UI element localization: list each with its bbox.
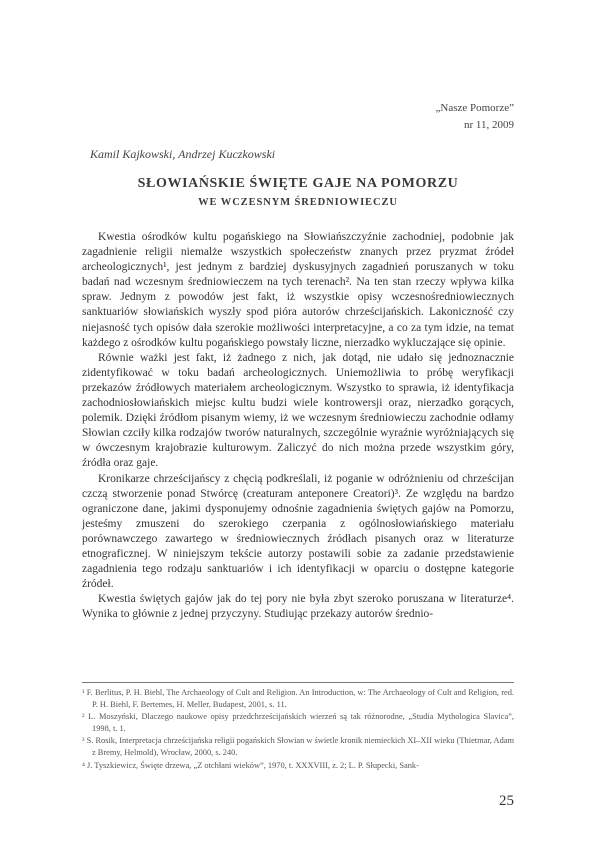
article-authors: Kamil Kajkowski, Andrzej Kuczkowski	[90, 147, 276, 161]
journal-name: „Nasze Pomorze”	[435, 102, 514, 114]
footnote: ³ S. Rosik, Interpretacja chrześcijańska religii pogańskich Słowian w świetle kronik niemieckich XI–XII wieku (Thietmar, Adam z Bremy, Helmold), Wrocław, 2000, s. 240.	[82, 736, 514, 757]
journal-reference	[436, 100, 515, 134]
body-paragraph: Kwestia ośrodków kultu pogańskiego na Słowiańszczyźnie zachodniej, podobnie jak zagadnienie religii niemalże wszystkich społeczeństw znanych przez pryzmat źródeł archeologicznych¹, jest jednym z bardziej dyskusyjnych zagadnień poruszanych w toku badań nad wczesnym średniowieczem na tych terenach². Na ten stan rzeczy wpływa kilka spraw. Jednym z powodów jest fakt, iż wszystkie opisy wczesnośredniowiecznych sanktuariów słowiańskich wyszły spod pióra autorów chrześcijańskich. Lakoniczność czy niejasność tych opisów dała szerokie możliwości interpretacyjne, a co za tym idzie, na temat każdego z ośrodków kultu pogańskiego powstały liczne, nierzadko wykluczające się opinie.	[82, 231, 514, 349]
article-subtitle: WE WCZESNYM ŚREDNIOWIECZU	[198, 197, 398, 208]
page-number: 25	[499, 793, 514, 809]
body-paragraph: Równie ważki jest fakt, iż żadnego z nich, jak dotąd, nie udało się jednoznacznie zidentyfikować w toku badań archeologicznych. Uniemożliwia to próbę weryfikacji przekazów źródłowych materiałem archeologicznym. Wszystko to sprawia, iż identyfikacja zachodniosłowiańskich miejsc kultu budzi wiele kontrowersji oraz, nierzadko gorących, polemik. Dzięki źródłom pisanym wiemy, iż we wczesnym średniowieczu zachodnie odłamy Słowian czciły kilka rodzajów tworów naturalnych, szczególnie wyraźnie wyróżniających się w ówczesnym krajobrazie kulturowym. Zaliczyć do nich można przede wszystkim góry, źródła oraz gaje.	[82, 351, 514, 470]
footnote: ⁴ J. Tyszkiewicz, Święte drzewa, „Z otchłani wieków”, 1970, t. XXXVIII, z. 2; L. P. Słupecki, Sank-	[82, 760, 419, 770]
footnote-separator	[82, 682, 514, 683]
footnotes	[82, 687, 514, 772]
body-paragraph: Kwestia świętych gajów jak do tej pory nie była zbyt szeroko poruszana w literaturze⁴. Wynika to głównie z jednej przyczyny. Studiując przekazy autorów średnio-	[82, 593, 514, 621]
footnote: ¹ F. Berlitus, P. H. Biehl, The Archaeology of Cult and Religion. An Introduction, w: The Archaeology of Cult and Religion, red. P. H. Biehl, F. Bertemes, H. Meller, Budapest, 2001, s. 11.	[82, 688, 514, 709]
journal-issue: nr 11, 2009	[463, 119, 514, 131]
footnote: ² L. Moszyński, Dlaczego naukowe opisy przedchrześcijańskich wierzeń są tak różnorodne, „Studia Mythologica Slavica”, 1998, t. 1.	[82, 712, 514, 733]
article-body	[82, 230, 514, 622]
article-title: SŁOWIAŃSKIE ŚWIĘTE GAJE NA POMORZU	[137, 176, 459, 191]
body-paragraph: Kronikarze chrześcijańscy z chęcią podkreślali, iż poganie w odróżnieniu od chrześcijan czczą stworzenie ponad Stwórcę (creaturam anteponere Creatori)³. Ze względu na bardzo ograniczone dane, jakimi dysponujemy odnośnie zagadnienia świętych gajów na Pomorzu, jesteśmy zmuszeni do szerokiego czerpania z ogólnosłowiańskiego materiału porównawczego zawartego w średniowiecznych źródłach pisanych oraz w literaturze etnograficznej. W niniejszym tekście autorzy postawili sobie za zadanie przedstawienie zagadnienia tego rodzaju sanktuariów i ich identyfikacji w oparciu o dostępne kategorie źródeł.	[82, 472, 514, 591]
